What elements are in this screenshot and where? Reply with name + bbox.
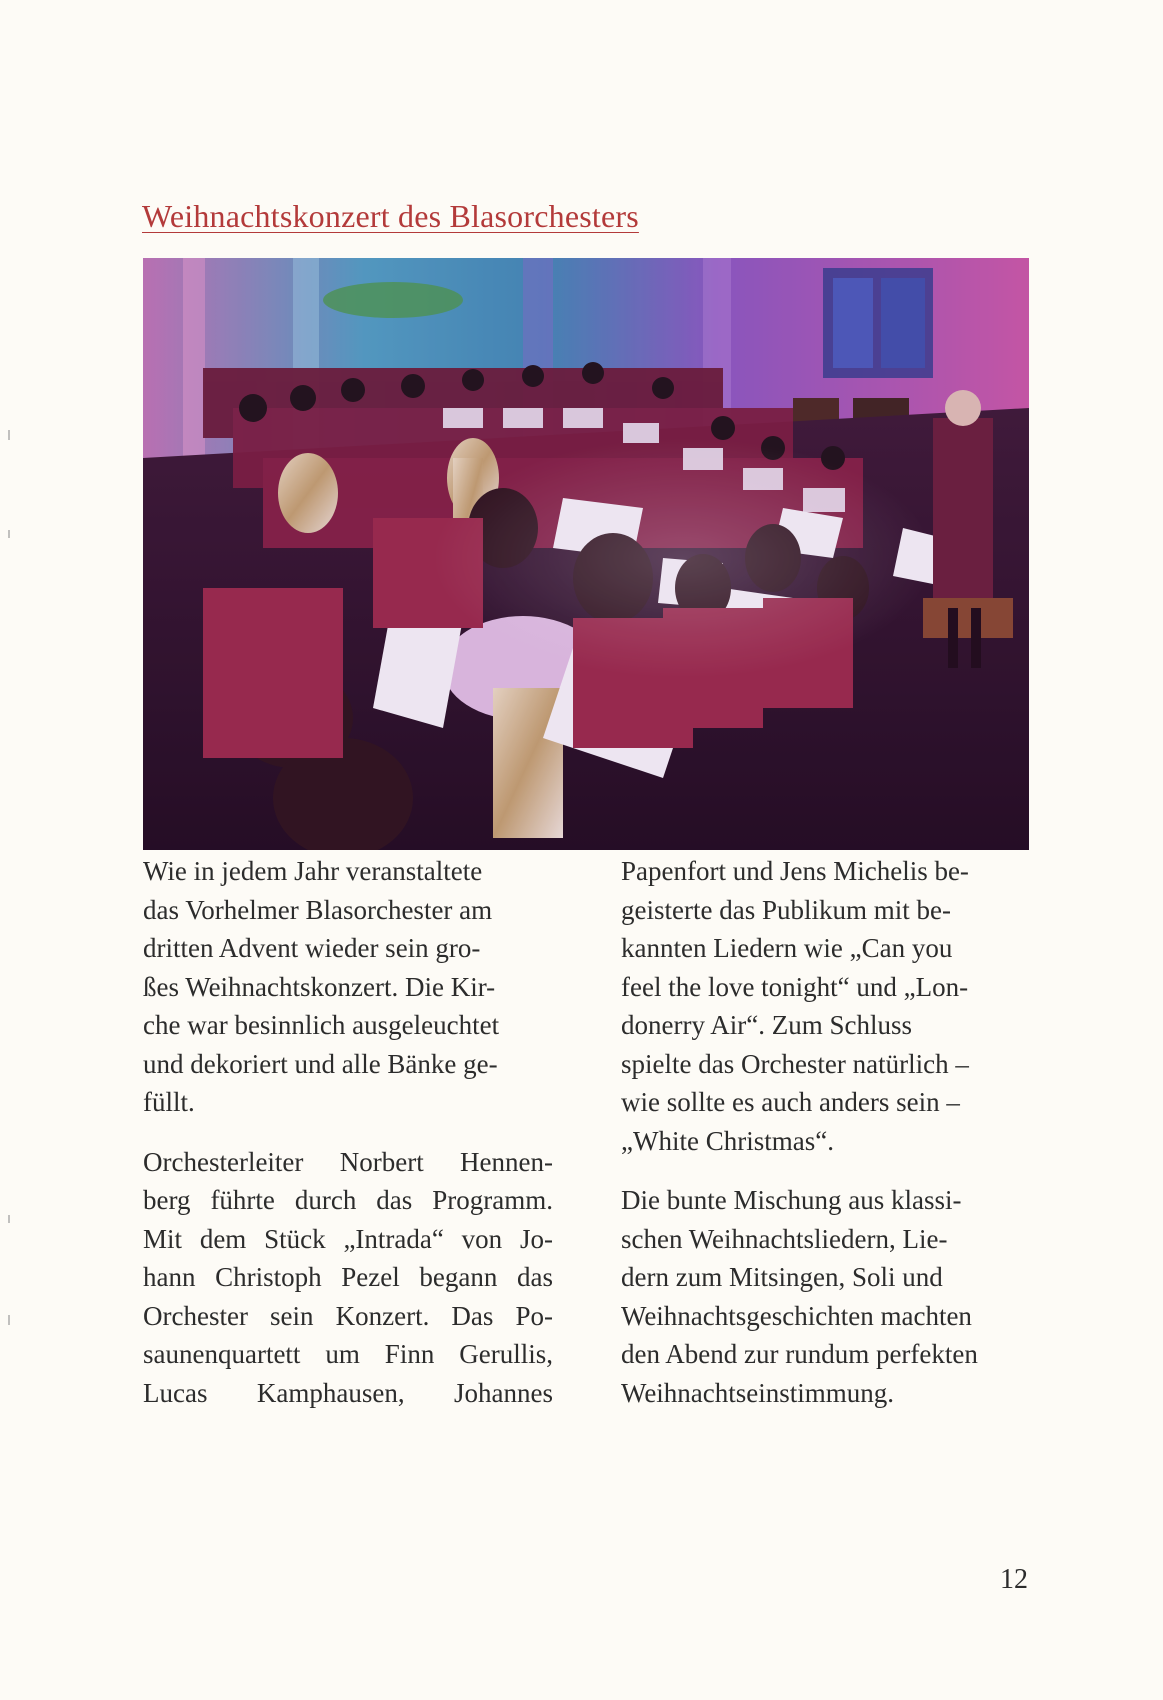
text-column-right	[621, 852, 1031, 1412]
page-number: 12	[1000, 1564, 1028, 1595]
scan-artifact	[8, 1215, 10, 1223]
paragraph: Wie in jedem Jahr veranstaltete das Vorhelmer Blasorchester am dritten Advent wieder sein gro- ßes Weihnachtskonzert. Die Kir- che war besinnlich ausgeleuchtet und dekoriert und alle Bänke ge- füllt.	[143, 856, 500, 1117]
paragraph: Papenfort und Jens Michelis be- geisterte das Publikum mit be- kannten Liedern wie „Can you feel the love tonight“ und „Lon- donerry Air“. Zum Schluss spielte das Orchester natürlich – wie sollte es auch anders sein – „White Christmas“.	[621, 856, 969, 1156]
paragraph: Die bunte Mischung aus klassi- schen Weihnachtsliedern, Lie- dern zum Mitsingen, Soli und Weihnachtsgeschichten machten den Abend zur rundum perfekten Weihnachtseinstimmung.	[621, 1185, 978, 1408]
text-column-left	[143, 852, 553, 1412]
paragraph: Orchesterleiter Norbert Hennen- berg führte durch das Programm. Mit dem Stück „Intrada“ von Jo- hann Christoph Pezel begann das Orchester sein Konzert. Das Po- saunenquartett um Finn Gerullis, Lucas Kamphausen, Johannes	[143, 1146, 553, 1408]
orchestra-photo	[143, 258, 1029, 850]
photo-illustration	[143, 258, 1029, 850]
article-title: Weihnachtskonzert des Blasorchesters	[142, 198, 639, 234]
scan-artifact	[8, 530, 10, 538]
scan-artifact	[8, 1315, 10, 1325]
scan-artifact	[8, 430, 10, 440]
